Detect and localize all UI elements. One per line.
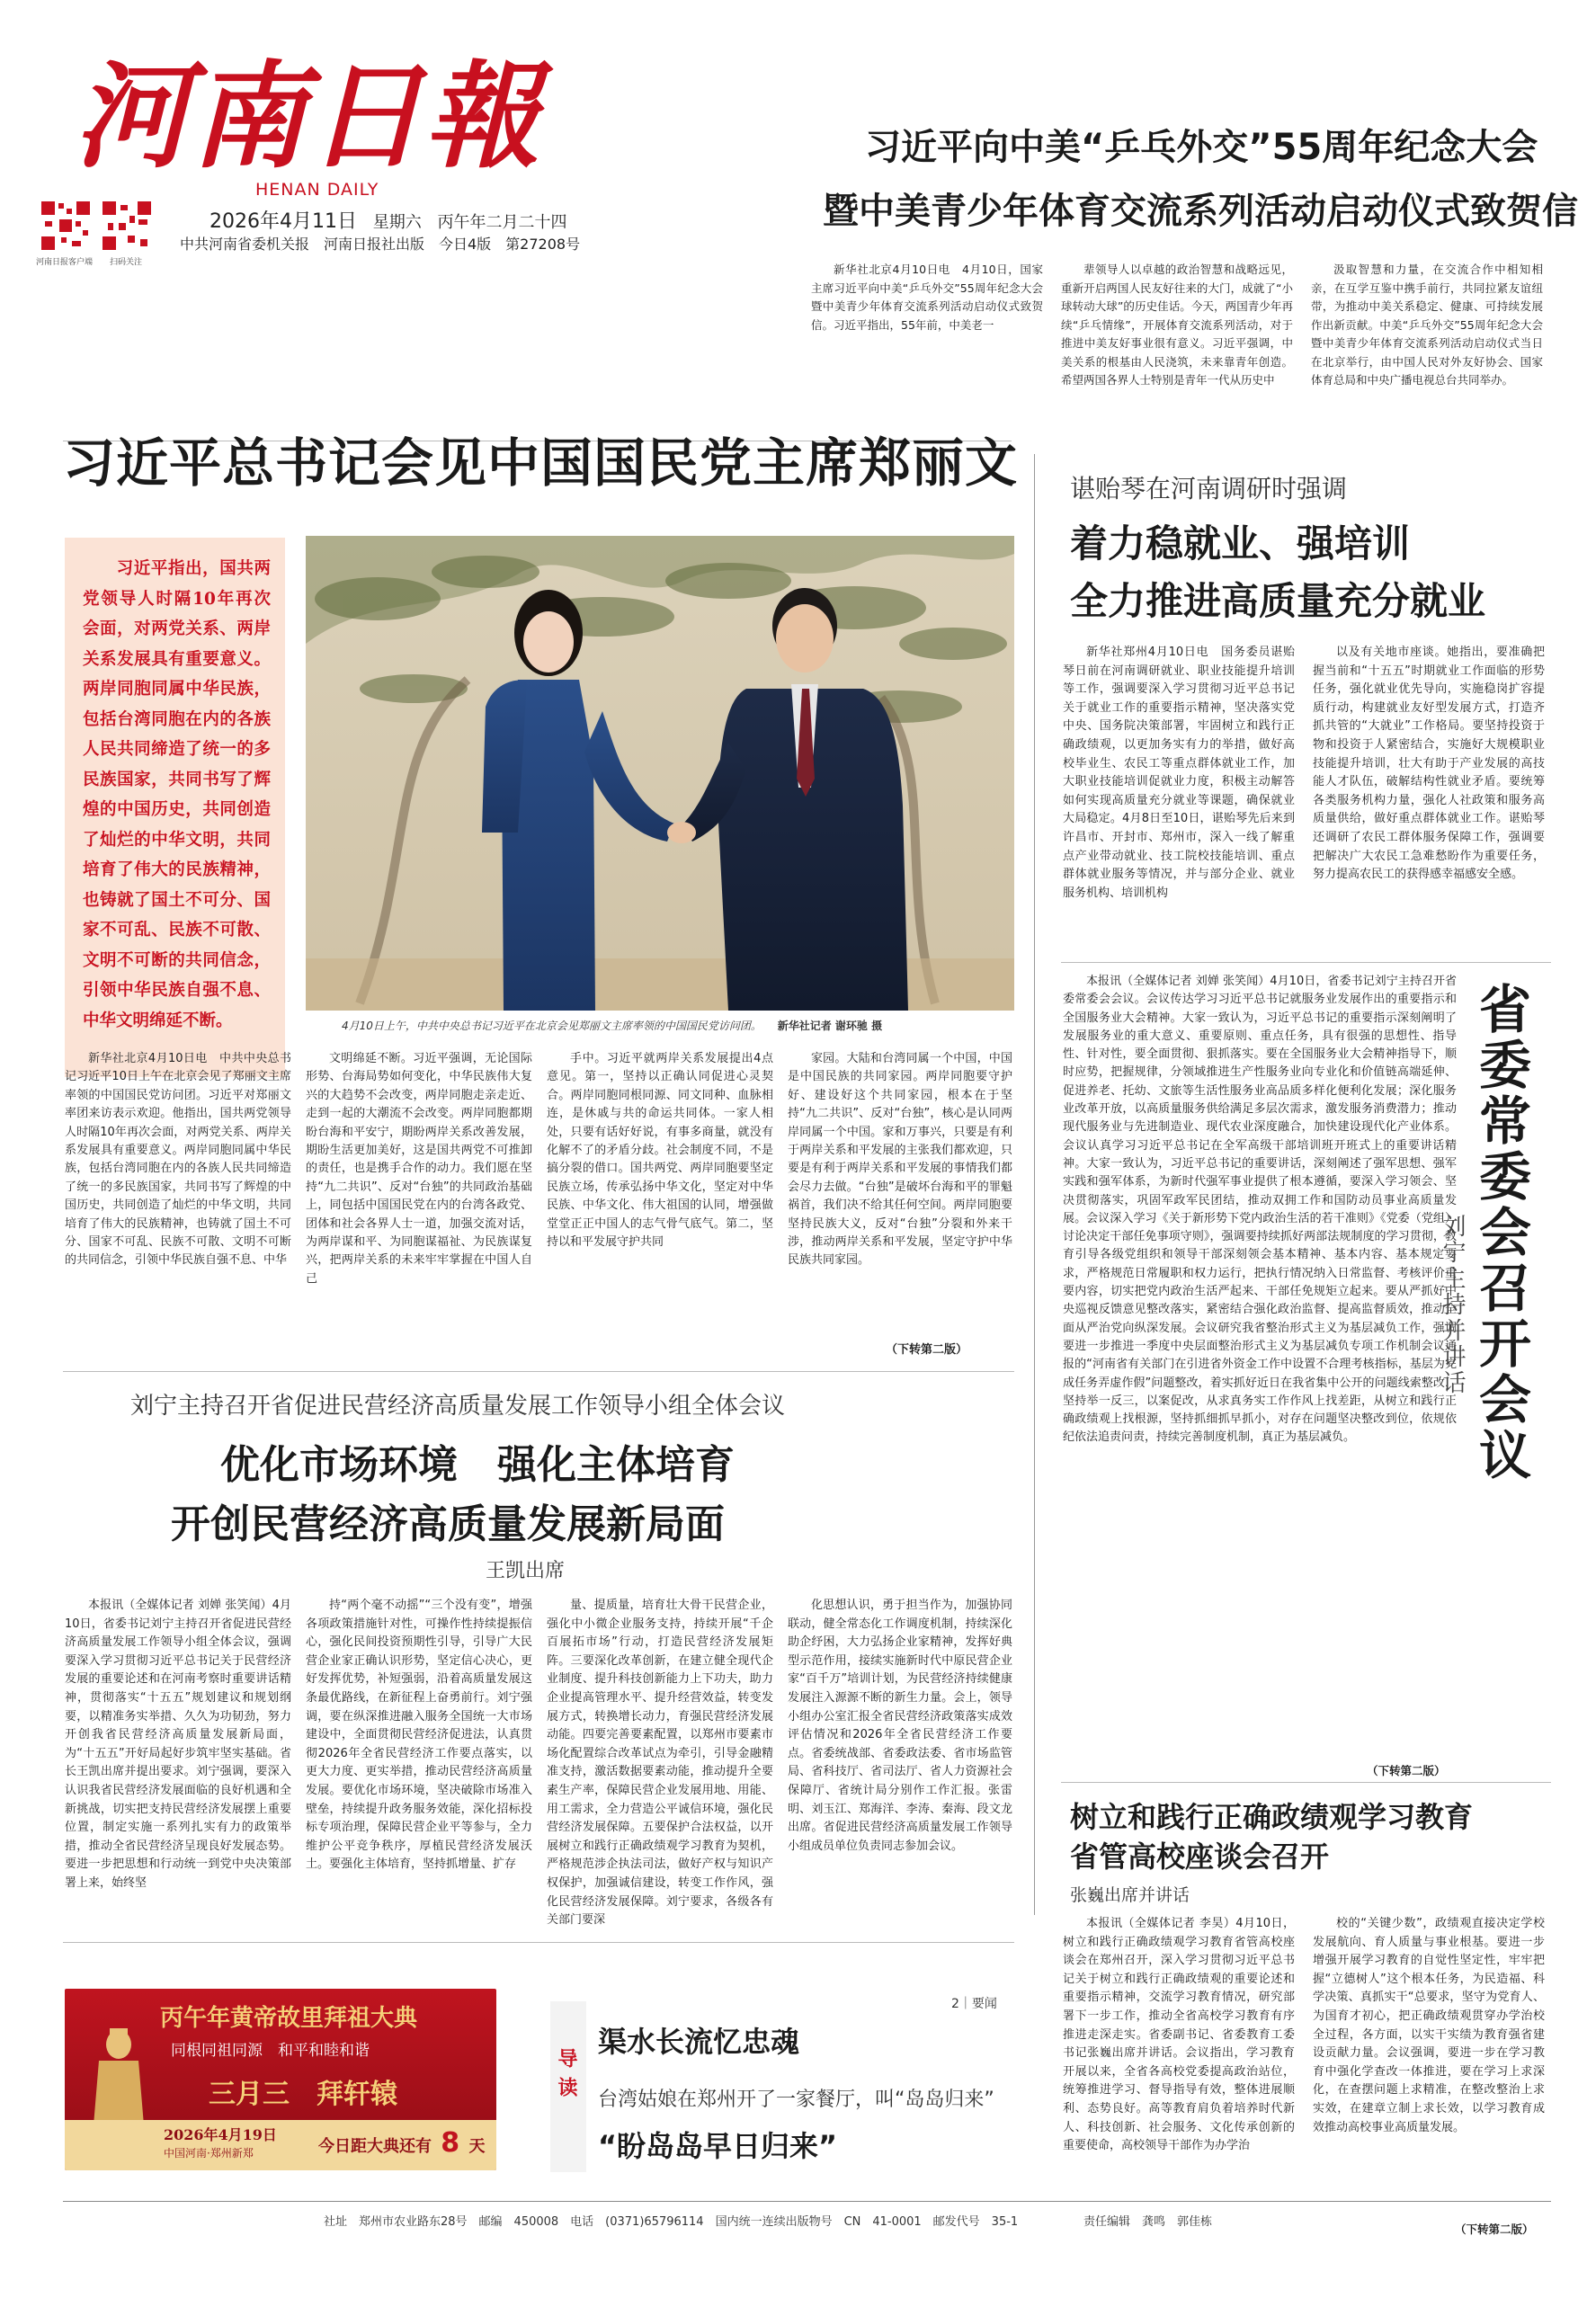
guide-label: 导读	[555, 2048, 577, 2106]
ad-banner[interactable]	[65, 1989, 496, 2170]
publisher-line: 中共河南省委机关报 河南日报社出版 今日4版 第27208号	[180, 236, 581, 253]
qr-label-follow: 扫码关注	[110, 258, 143, 267]
ad-countdown-prefix: 今日距大典还有	[318, 2137, 432, 2156]
employment-headline-2: 全力推进高质量充分就业	[1070, 579, 1486, 623]
main-story-headline: 习近平总书记会见中国国民党主席郑丽文	[63, 432, 1019, 494]
top-story-headline-1: 习近平向中美“乒乓外交”55周年纪念大会	[865, 127, 1538, 168]
education-col-2: 校的“关键少数”，政绩观直接决定学校发展航向、育人质量与事业根基。要进一步增强开展学习教育的自觉性坚定性，牢牢把握“立德树人”这个根本任务，为民造福、科学决策、真抓实干“总要求，坚守为党育人、为国育才初心，把正确政绩观贯穿办学治校全过程，各方面，以实干实绩为教育强省建设贡献力量。会议强调，要进一步在学习教育中强化学查改一体推进，要在学习上求深化，在查摆问题上求精准，在整改整治上求实效，在建章立制上求长效，以学习教育成效推动高校事业高质量发展。	[1313, 1917, 1545, 2134]
issue-weekday: 星期六	[372, 213, 422, 232]
ad-title: 丙午年黄帝故里拜祖大典	[160, 2005, 418, 2032]
guide-title-2[interactable]: “盼岛岛早日归来”	[598, 2129, 838, 2163]
private-economy-col-3: 量、提质量，培育壮大骨干民营企业，强化中小微企业服务支持，持续开展“千企百展拓市场”行动，打造民营经济发展矩阵。三要深化改革创新，在建立健全现代企业制度、提升科技创新能力上下功夫，助力企业提高管理水平、提升经营效益，转变发展方式，转换增长动力，育强民营经济发展动能。四要完善要素配置，以郑州市要素市场化配置综合改革试点为牵引，引导金融精准支持，激活数据要素动能，推动提升全要素生产率，保障民营企业发展用地、用能、用工需求，全力营造公平诚信环境，强化民营经济发展保障。五要保护合法权益，以开展树立和践行正确政绩观学习教育为契机，严格规范涉企执法司法，做好产权与知识产权保护，加强诚信建设，转变工作作风，强化民营经济发展保障。刘宁要求，各级各有关部门要深	[547, 1599, 773, 1928]
committee-subhead: 刘宁主持并讲话	[1439, 1214, 1466, 1396]
committee-headline: 省委常委会召开会议	[1470, 982, 1531, 1483]
education-headline-1: 树立和践行正确政绩观学习教育	[1070, 1800, 1474, 1834]
committee-text: 本报讯（全媒体记者 刘婵 张笑闻）4月10日，省委书记刘宁主持召开省委常委会会议。会议传达学习习近平总书记就服务业发展作出的重要指示和全国服务业大会精神。大家一致认为，习近平总书记的重要指示深刻阐明了发展服务业的重大意义、重要原则、重点任务，具有很强的思想性、指导性、针对性，要全面贯彻、狠抓落实。要在全国服务业大会精神指导下，顺时应势，把握规律，分领域推进生产性服务业向专业化和价值链高端延伸、促进养老、托幼、文旅等生活性服务业高品质多样化便利化发展；深化服务业改革开放，以高质量服务供给满足多层次需求，激发服务消费潜力；推动现代服务业与先进制造业、现代农业深度融合，加快建设现代化产业体系。会议认真学习习近平总书记在全军高级干部培训班开班式上的重要讲话精神。大家一致认为，习近平总书记的重要讲话，深刻阐述了强军思想、强军实践和强军体系，为新时代强军事业提供了根本遵循，要深入学习领会、坚决贯彻落实，巩固军政军民团结，推动双拥工作和国防动员事业高质量发展。会议深入学习《关于新形势下党内政治生活的若干准则》《党委（党组）讨论决定干部任免事项守则》，强调要持续抓好两部法规制度的学习贯彻，教育引导各级党组织和领导干部深刻领会基本精神、基本内容、基本规定要求，严格规范日常履职和权力运行，把执行情况纳入日常监督、考核评价重要内容，切实把党内政治生活严起来、干部任免规矩立起来。要从严抓好中央巡视反馈意见整改落实，紧密结合强化政治监督、提高监督质效，推动全面从严治党向纵深发展。会议研究我省整治形式主义为基层减负工作，强调要进一步推进一季度中央层面整治形式主义为基层减负专项工作机制会议通报的“河南省有关部门在引进省外资金工作中设置不合理考核指标，基层为完成任务弄虚作假”问题整改，着实抓好近日在我省集中公开的问题线索整改，坚持举一反三，以案促改，从求真务实工作作风上找差距，从树立和践行正确政绩观上找根源，坚持抓细抓早抓小，对存在问题坚决整改到位，依规依纪依法追责问责，持续完善制度机制，真正为基层减负。	[1063, 975, 1457, 1445]
top-story-headline-2: 暨中美青少年体育交流系列活动启动仪式致贺信	[823, 191, 1578, 232]
divider-private-economy	[63, 1371, 1014, 1372]
main-story-col-3: 手中。习近平就两岸关系发展提出4点意见。第一，坚持以正确认同促进心灵契合。两岸同胞同根同源、同文同种、血脉相连，是休戚与共的命运共同体。一家人相处，只要有话好好说，有事多商量，就没有化解不了的矛盾分歧。社会制度不同，不是搞分裂的借口。国共两党、两岸同胞要坚定民族立场，传承弘扬中华文化，坚定对中华民族、中华文化、伟大祖国的认同，增强做堂堂正正中国人的志气骨气底气。第二，坚持以和平发展守护共同	[547, 1052, 773, 1250]
private-economy-headline-1: 优化市场环境 强化主体培育	[220, 1442, 735, 1488]
qr-code-follow[interactable]	[101, 200, 153, 252]
main-story-continued: （下转第二版）	[886, 1343, 968, 1357]
footer-address: 社址 郑州市农业路东28号 邮编 450008 电话 (0371)65796114 国内统一连续出版物号 CN 41-0001 邮发代号 35-1	[324, 2215, 1019, 2229]
employment-kicker: 谌贻琴在河南调研时强调	[1070, 474, 1348, 503]
masthead-pinyin: HENAN DAILY	[255, 180, 379, 200]
issue-date: 2026年4月11日	[210, 210, 357, 233]
ad-date: 2026年4月19日	[164, 2126, 277, 2143]
masthead-title: 河南日報	[74, 49, 542, 184]
private-economy-col-2: 持“两个毫不动摇”“三个没有变”，增强各项政策措施针对性，可操作性持续提振信心，强化民间投资预期性引导，引导广大民营企业家正确认识形势，坚定信心决心，更好发挥优势，补短强弱，沿着高质量发展这条最优路线，在新征程上奋勇前行。刘宁强调，要在纵深推进融入服务全国统一大市场建设中，全面贯彻民营经济促进法，认真贯彻2026年全省民营经济工作要点落实，以更大力度、更实举措，推动民营经济高质量发展。要优化市场环境，坚决破除市场准入壁垒，持续提升政务服务效能，深化招标投标专项治理，保障民营企业平等参与，全力维护公平竞争秩序，厚植民营经济发展沃土。要强化主体培育，坚持抓增量、扩存	[306, 1599, 532, 1872]
top-story-col-3: 汲取智慧和力量，在交流合作中相知相亲，在互学互鉴中携手前行，共同拉紧友谊纽带，为推动中美关系稳定、健康、可持续发展作出新贡献。中美“乒乓外交”55周年纪念大会暨中美青少年体育交流系列活动启动仪式当日在北京举行，由中国人民对外友好协会、国家体育总局和中央广播电视总台共同举办。	[1311, 263, 1543, 387]
private-economy-headline-2: 开创民营经济高质量发展新局面	[171, 1501, 725, 1547]
divider-right-column	[1034, 454, 1035, 1915]
education-continued: （下转第二版）	[1455, 2222, 1534, 2236]
issue-date-line	[210, 206, 566, 234]
main-story-col-1: 新华社北京4月10日电 中共中央总书记习近平10日上午在北京会见了郑丽文主席率领的中国国民党访问团。习近平对郑丽文率团来访表示欢迎。他指出，国共两党领导人时隔10年再次会面，对两党关系、两岸关系发展具有重要意义。两岸同胞同属中华民族，包括台湾同胞在内的各族人民共同缔造了统一的多民族国家，共同书写了辉煌的中国历史，共同创造了灿烂的中华文明，共同培育了伟大的民族精神，也铸就了国土不可分、国家不可乱、民族不可散、文明不可断的共同信念，引领中华民族自强不息、中华	[65, 1052, 291, 1268]
qr-label-app: 河南日报客户端	[36, 258, 94, 267]
ad-countdown-days: 8	[441, 2127, 460, 2159]
employment-headline-1: 着力稳就业、强培训	[1070, 521, 1411, 566]
employment-col-1: 新华社郑州4月10日电 国务委员谌贻琴日前在河南调研就业、职业技能提升培训等工作，强调要深入学习贯彻习近平总书记关于就业工作的重要指示精神，坚决落实党中央、国务院决策部署，牢固树立和践行正确政绩观，以更加务实有力的举措，做好高校毕业生、农民工等重点群体就业工作，加大职业技能培训促就业力度，积极主动解答如何实现高质量充分就业等课题，确保就业大局稳定。4月8日至10日，谌贻琴先后来到许昌市、开封市、郑州市，深入一线了解重点产业带动就业、技工院校技能培训、重点群体就业服务等情况，并与部分企业、就业服务机构、培训机构	[1063, 646, 1295, 900]
guide-subtitle[interactable]: 台湾姑娘在郑州开了一家餐厅，叫“岛岛归来”	[598, 2089, 994, 2111]
footer-editors: 责任编辑 龚鸣 郭佳栋	[1083, 2215, 1213, 2229]
education-headline-2: 省管高校座谈会召开	[1070, 1839, 1330, 1874]
committee-continued: （下转第二版）	[1367, 1764, 1446, 1777]
main-pullquote-text: 习近平指出，国共两党领导人时隔10年再次会面，对两党关系、两岸关系发展具有重要意义。两岸同胞同属中华民族，包括台湾同胞在内的各族人民共同缔造了统一的多民族国家，共同书写了辉煌的中国历史，共同创造了灿烂的中华文明，共同培育了伟大的民族精神，也铸就了国土不可分、国家不可乱、民族不可散、文明不可断的共同信念，引领中华民族自强不息、中华文明绵延不断。	[83, 559, 271, 1030]
ad-highlight: 三月三 拜轩辕	[209, 2079, 397, 2110]
divider-committee	[1061, 962, 1551, 963]
main-photo[interactable]	[306, 536, 1014, 1011]
divider-education	[1061, 1782, 1551, 1783]
ad-countdown	[318, 2127, 485, 2159]
guide-label-box	[550, 2001, 586, 2172]
private-economy-col-4: 化思想认识，勇于担当作为，加强协同联动，健全常态化工作调度机制，持续深化助企纾困，大力弘扬企业家精神，发挥好典型示范作用，接续实施新时代中原民营企业家“百千万”培训计划，为民营经济持续健康发展注入源源不断的新生力量。会上，领导小组办公室汇报全省民营经济政策落实成效评估情况和2026年全省民营经济工作要点。省委统战部、省委政法委、省市场监管局、省科技厅、省司法厅、省人力资源社会保障厅、省统计局分别作工作汇报。张雷明、刘玉江、郑海洋、李涛、秦海、段文龙出席。省促进民营经济高质量发展工作领导小组成员单位负责同志参加会议。	[788, 1599, 1012, 1853]
photo-caption-line	[342, 1018, 1025, 1033]
private-economy-byline: 王凯出席	[486, 1560, 566, 1582]
guide-title-1[interactable]: 渠水长流忆忠魂	[598, 2025, 800, 2059]
photo-credit: 新华社记者 谢环驰 摄	[777, 1020, 883, 1032]
education-col-1: 本报讯（全媒体记者 李昊）4月10日，树立和践行正确政绩观学习教育省管高校座谈会在郑州召开，深入学习贯彻习近平总书记关于树立和践行正确政绩观的重要论述和重要指示精神，交流学习教育情况，研究部署下一步工作，推动全省高校学习教育有序推进走深走实。省委副书记、省委教育工委书记张巍出席并讲话。会议指出，学习教育开展以来，全省各高校党委提高政治站位，统筹推进学习、督导指导有效，整体进展顺利、态势良好。高等教育肩负着培养时代新人、科技创新、社会服务、文化传承创新的重要使命，高校领导干部作为办学治	[1063, 1917, 1295, 2153]
ad-slogan: 同根同祖同源 和平和睦和谐	[171, 2042, 370, 2060]
divider-footer	[63, 2201, 1551, 2202]
main-pullquote	[65, 538, 285, 1077]
top-story-col-1: 新华社北京4月10日电 4月10日，国家主席习近平向中美“乒乓外交”55周年纪念大会暨中美青少年体育交流系列活动启动仪式致贺信。习近平指出，55年前，中美老一	[811, 263, 1043, 332]
private-economy-kicker: 刘宁主持召开省促进民营经济高质量发展工作领导小组全体会议	[130, 1393, 786, 1420]
issue-lunar: 丙午年二月二十四	[437, 213, 567, 232]
ad-countdown-suffix: 天	[468, 2137, 486, 2156]
education-byline: 张巍出席并讲话	[1070, 1885, 1190, 1905]
divider-bottom-section	[63, 1942, 1014, 1943]
main-story-col-4: 家园。大陆和台湾同属一个中国，中国是中国民族的共同家园。两岸同胞要守护好、建设好这个共同家园，根本在于坚持“九二共识”、反对“台独”，核心是认同两岸同属一个中国。家和万事兴，只要是有利于两岸关系和平发展的主张我们都欢迎，只要是有利于两岸关系和平发展的事情我们都会尽力去做。“台独”是破坏台海和平的罪魁祸首，我们决不给其任何空间。两岸同胞要坚持民族大义，反对“台独”分裂和外来干涉，推动两岸关系和平发展，坚定守护中华民族共同家园。	[788, 1052, 1012, 1268]
main-story-col-2: 文明绵延不断。习近平强调，无论国际形势、台海局势如何变化，中华民族伟大复兴的大趋势不会改变，两岸同胞走亲走近、走到一起的大潮流不会改变。两岸同胞都期盼台海和平安宁，期盼两岸关系改善发展，期盼生活更加美好，这是国共两党不可推卸的责任，也是携手合作的动力。我们愿在坚持“九二共识”、反对“台独”的共同政治基础上，同包括中国国民党在内的台湾各政党、团体和社会各界人士一道，加强交流对话，为两岸谋和平、为同胞谋福祉、为民族谋复兴，把两岸关系的未来牢牢掌握在中国人自己	[306, 1052, 532, 1286]
private-economy-col-1: 本报讯（全媒体记者 刘婵 张笑闻）4月10日，省委书记刘宁主持召开省促进民营经济高质量发展工作领导小组全体会议，强调要深入学习贯彻习近平总书记关于民营经济发展的重要论述和在河南考察时重要讲话精神，贯彻落实“十五五”规划建议和规划纲要，以精准务实举措、久久为功韧劲，努力开创我省民营经济高质量发展新局面，为“十五五”开好局起好步筑牢坚实基础。省长王凯出席并提出要求。刘宁强调，要深入认识我省民营经济发展面临的良好机遇和全新挑战，切实把支持民营经济发展摆上重要位置，制定实施一系列扎实有力的政策举措，推动全省民营经济呈现良好发展态势。要进一步把思想和行动统一到党中央决策部署上来，始终坚	[65, 1599, 291, 1890]
qr-code-app[interactable]	[40, 200, 92, 252]
top-story-col-2: 辈领导人以卓越的政治智慧和战略远见，重新开启两国人民友好往来的大门，成就了“小球转动大球”的历史佳话。今天，两国青少年再续“乒乓情缘”，开展体育交流系列活动，对于推进中美友好事业很有意义。习近平强调，中美关系的根基由人民浇筑，未来靠青年创造。希望两国各界人士特别是青年一代从历史中	[1061, 263, 1293, 387]
guide-page-ref[interactable]: 2｜要闻	[951, 1997, 997, 2011]
employment-col-2: 以及有关地市座谈。她指出，要准确把握当前和“十五五”时期就业工作面临的形势任务，强化就业优先导向，实施稳岗扩容提质行动，构建就业友好型发展方式，打造齐抓共管的“大就业”工作格局。要坚持投资于物和投资于人紧密结合，实施好大规模职业技能提升培训，壮大有助于产业发展的高技能人才队伍，破解结构性就业矛盾。要统筹各类服务机构力量，强化人社政策和服务高质量供给，做好重点群体就业工作。谌贻琴还调研了农民工群体服务保障工作，强调要把解决广大农民工急难愁盼作为重要任务，努力提高农民工的获得感幸福感安全感。	[1313, 646, 1545, 882]
ad-location: 中国河南·郑州新郑	[164, 2147, 254, 2160]
photo-caption: 4月10日上午，中共中央总书记习近平在北京会见郑丽文主席率领的中国国民党访问团。	[342, 1020, 762, 1032]
